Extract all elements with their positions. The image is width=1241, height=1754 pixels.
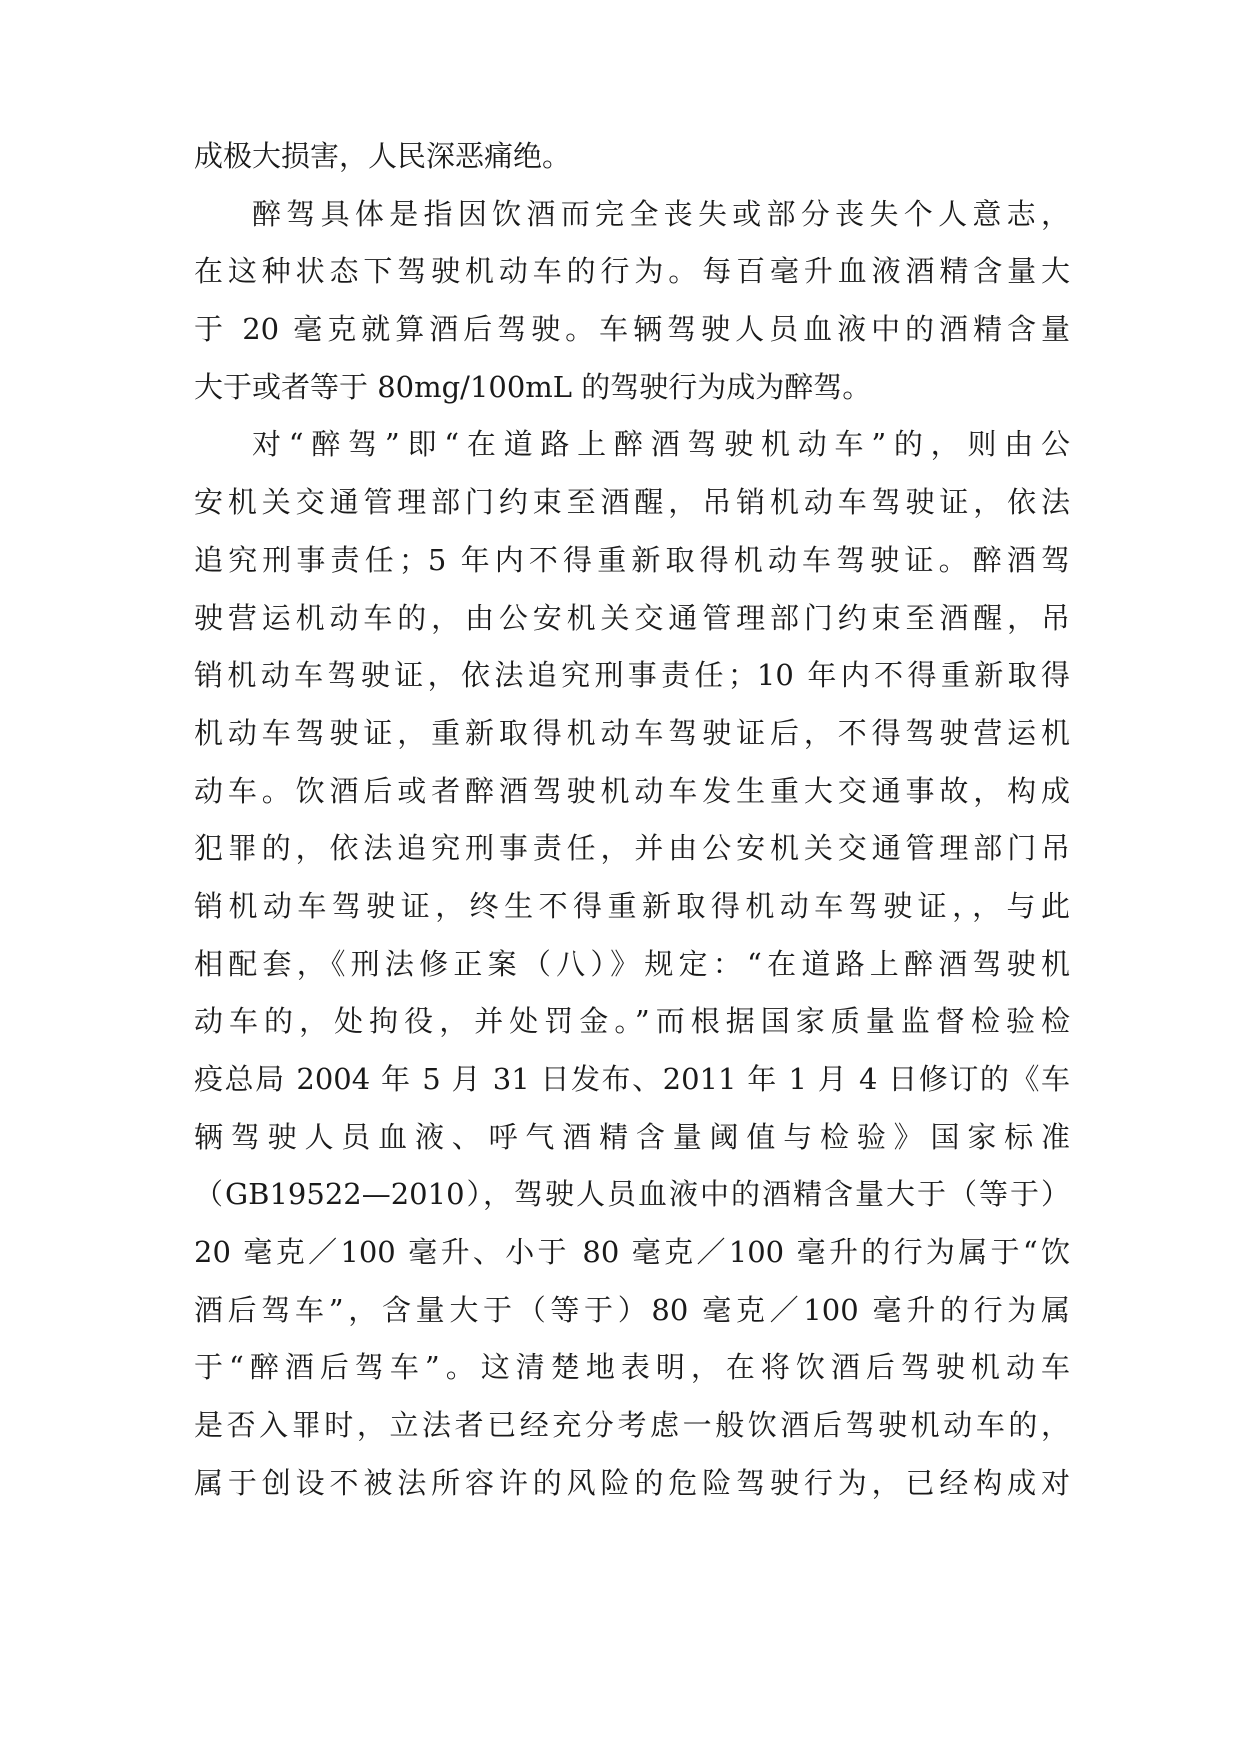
text-line: 销机动车驾驶证，依法追究刑事责任；10 年内不得重新取得 (194, 658, 1070, 693)
text-line: 机动车驾驶证，重新取得机动车驾驶证后，不得驾驶营运机 (194, 715, 1070, 750)
text-line: 成极大损害，人民深恶痛绝。 (194, 139, 572, 173)
text-line: 辆驾驶人员血液、呼气酒精含量阈值与检验》国家标准 (194, 1119, 1070, 1154)
text-line: 于“醉酒后驾车”。这清楚地表明，在将饮酒后驾驶机动车 (194, 1350, 1070, 1385)
text-line: 酒后驾车”，含量大于（等于）80 毫克／100 毫升的行为属 (194, 1292, 1070, 1327)
text-line: 安机关交通管理部门约束至酒醒，吊销机动车驾驶证，依法 (194, 485, 1070, 520)
text-line: 大于或者等于 80mg/100mL 的驾驶行为成为醉驾。 (194, 369, 872, 404)
text-line: （GB19522—2010），驾驶人员血液中的酒精含量大于（等于） (194, 1177, 1070, 1212)
text-line: 犯罪的，依法追究刑事责任，并由公安机关交通管理部门吊 (194, 831, 1070, 866)
text-line: 疫总局 2004 年 5 月 31 日发布、2011 年 1 月 4 日修订的《车 (194, 1062, 1070, 1096)
text-line: 醉驾具体是指因饮酒而完全丧失或部分丧失个人意志， (252, 196, 1070, 231)
text-line: 属于创设不被法所容许的风险的危险驾驶行为，已经构成对 (194, 1465, 1070, 1500)
text-line: 于 20 毫克就算酒后驾驶。车辆驾驶人员血液中的酒精含量 (194, 312, 1070, 347)
text-line: 动车。饮酒后或者醉酒驾驶机动车发生重大交通事故，构成 (194, 773, 1070, 808)
text-line: 销机动车驾驶证，终生不得重新取得机动车驾驶证，，与此 (194, 888, 1070, 923)
text-line: 在这种状态下驾驶机动车的行为。每百毫升血液酒精含量大 (194, 254, 1070, 289)
text-line: 驶营运机动车的，由公安机关交通管理部门约束至酒醒，吊 (194, 600, 1070, 635)
text-line: 相配套，《刑法修正案（八）》规定：“在道路上醉酒驾驶机 (194, 946, 1070, 981)
text-line: 对“醉驾”即“在道路上醉酒驾驶机动车”的，则由公 (252, 427, 1070, 462)
body-text (194, 128, 1070, 1513)
text-line: 20 毫克／100 毫升、小于 80 毫克／100 毫升的行为属于“饮 (194, 1235, 1070, 1270)
text-line: 追究刑事责任；5 年内不得重新取得机动车驾驶证。醉酒驾 (194, 542, 1070, 577)
text-line: 动车的，处拘役，并处罚金。”而根据国家质量监督检验检 (194, 1004, 1070, 1039)
text-line: 是否入罪时，立法者已经充分考虑一般饮酒后驾驶机动车的， (194, 1408, 1070, 1443)
